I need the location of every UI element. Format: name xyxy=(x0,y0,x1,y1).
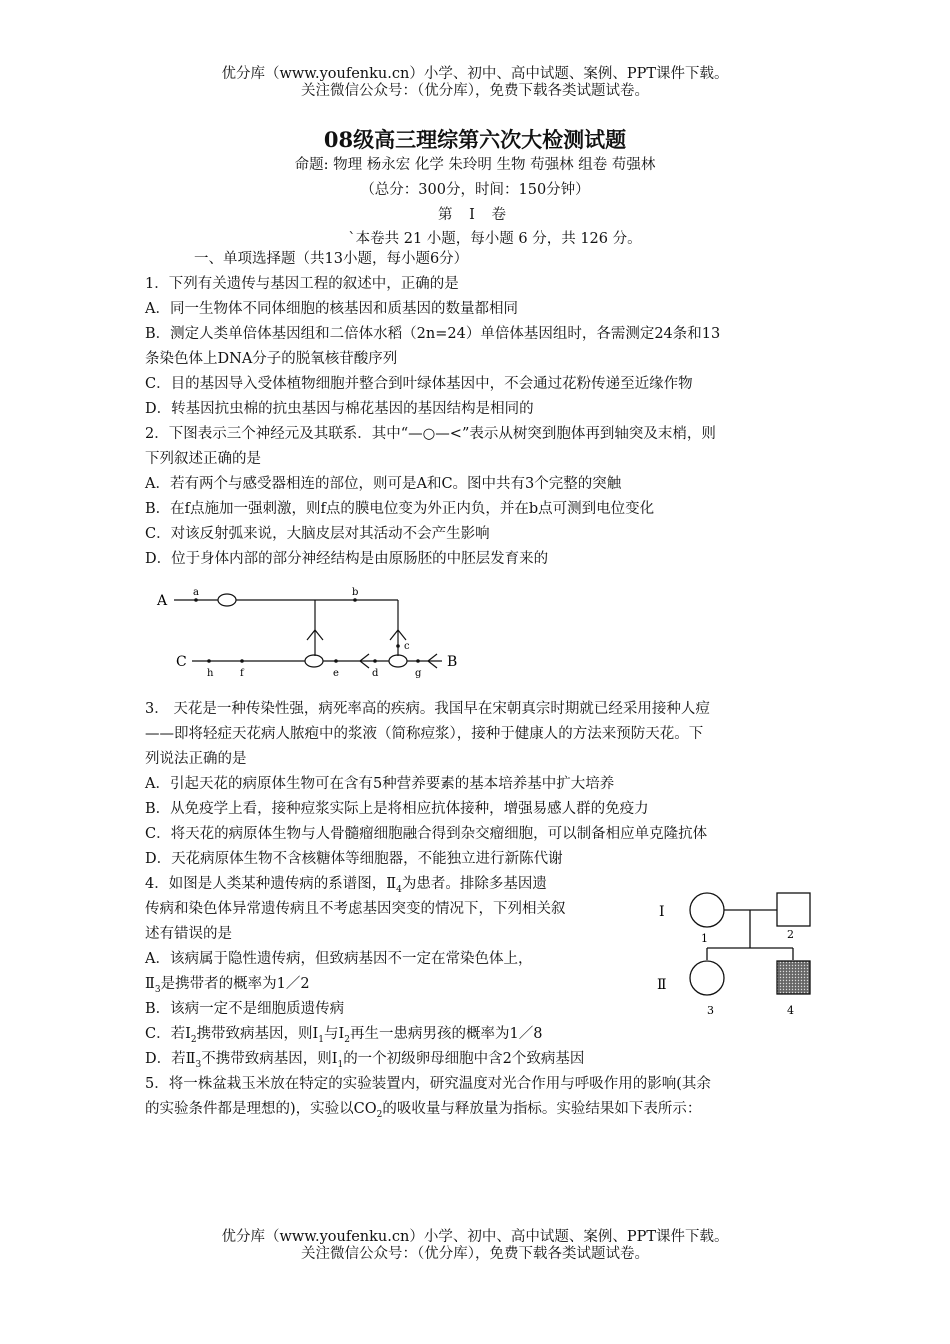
q4-stem-tail: 为患者。排除多基因遗 xyxy=(401,876,547,892)
header-line-1: 优分库（www.youfenku.cn）小学、初中、高中试题、案例、PPT课件下载。 xyxy=(221,66,729,82)
q1-option-b-line2: 条染色体上DNA分子的脱氧核苷酸序列 xyxy=(145,351,398,367)
q4-c-mid1: 携带致病基因，则I xyxy=(196,1026,319,1042)
gen-label-2: Ⅱ xyxy=(657,977,667,993)
page-footer xyxy=(0,1229,950,1263)
q3-option-b: B．从免疫学上看，接种痘浆实际上是将相应抗体接种，增强易感人群的免疫力 xyxy=(145,801,649,817)
label-c: c xyxy=(404,641,410,652)
label-b: b xyxy=(352,587,359,598)
footer-line-1: 优分库（www.youfenku.cn）小学、初中、高中试题、案例、PPT课件下载。 xyxy=(221,1229,729,1245)
q3-stem-line3: 列说法正确的是 xyxy=(145,751,247,767)
q2-stem-line1: 2．下图表示三个神经元及其联系．其中“—○—<”表示从树突到胞体再到轴突及末梢，则 xyxy=(145,426,716,442)
q1-option-b-line1: B．测定人类单倍体基因组和二倍体水稻（2n=24）单倍体基因组时，各需测定24条和13 xyxy=(145,326,721,342)
label-h: h xyxy=(207,668,214,679)
q2-option-d: D．位于身体内部的部分神经结构是由原肠胚的中胚层发育来的 xyxy=(145,551,549,567)
q4-c-pre: C．若I xyxy=(145,1026,191,1042)
q4-d-pre: D．若Ⅱ xyxy=(145,1051,196,1067)
q4-d-sub1: 3 xyxy=(195,1059,202,1070)
q5-stem-line2 xyxy=(145,1097,815,1128)
q3-option-c: C．将天花的病原体生物与人骨髓瘤细胞融合得到杂交瘤细胞，可以制备相应单克隆抗体 xyxy=(145,826,708,842)
q5-stem2-sub: 2 xyxy=(376,1109,383,1120)
q4-stem-line3: 述有错误的是 xyxy=(145,926,232,942)
q1-option-c: C．目的基因导入受体植物细胞并整合到叶绿体基因中，不会通过花粉传递至近缘作物 xyxy=(145,376,693,392)
q4-c-mid2: 与I xyxy=(324,1026,345,1042)
q4-c-sub3: 2 xyxy=(344,1034,350,1045)
q3-option-d: D．天花病原体生物不含核糖体等细胞器，不能独立进行新陈代谢 xyxy=(145,851,563,867)
q3-stem-line2: ——即将轻症天花病人脓疱中的浆液（简称痘浆），接种于健康人的方法来预防天花。下 xyxy=(145,726,704,742)
q5-stem2-pre: 的实验条件都是理想的)，实验以CO xyxy=(145,1101,377,1117)
q2-option-a: A．若有两个与感受器相连的部位，则可是A和C。图中共有3个完整的突触 xyxy=(145,476,622,492)
label-A: A xyxy=(157,593,168,609)
q2-option-c: C．对该反射弧来说，大脑皮层对其活动不会产生影响 xyxy=(145,526,490,542)
q4-d-mid: 不携带致病基因，则I xyxy=(201,1051,338,1067)
q4-stem-sub: 4 xyxy=(396,884,402,895)
q4-a2-tail: 是携带者的概率为1／2 xyxy=(160,976,310,992)
pedigree-female-3 xyxy=(690,961,724,995)
pedigree-affected-male-4 xyxy=(777,961,810,994)
gen-label-1: I xyxy=(659,904,665,920)
q3-option-a: A．引起天花的病原体生物可在含有5种营养要素的基本培养基中扩大培养 xyxy=(145,776,615,792)
q5-stem-line1: 5．将一株盆栽玉米放在特定的实验装置内，研究温度对光合作用与呼吸作用的影响(其余 xyxy=(145,1076,711,1092)
q4-a2-pre: Ⅱ xyxy=(145,976,155,992)
q2-option-b: B．在f点施加一强刺激，则f点的膜电位变为外正内负，并在b点可测到电位变化 xyxy=(145,501,655,517)
label-d: d xyxy=(372,668,379,679)
q1-option-d: D．转基因抗虫棉的抗虫基因与棉花基因的基因结构是相同的 xyxy=(145,401,534,417)
q4-option-b: B．该病一定不是细胞质遗传病 xyxy=(145,1001,345,1017)
q1-option-a: A．同一生物体不同体细胞的核基因和质基因的数量都相同 xyxy=(145,301,518,317)
label-C: C xyxy=(176,654,187,670)
q5-stem2-tail: 的吸收量与释放量为指标。实验结果如下表所示： xyxy=(382,1101,702,1117)
score-line: （总分：300分，时间：150分钟） xyxy=(360,182,590,198)
q4-stem-part: 4．如图是人类某种遗传病的系谱图，Ⅱ xyxy=(145,876,397,892)
q4-c-tail: 再生一患病男孩的概率为1／8 xyxy=(350,1026,543,1042)
volume-info: `本卷共 21 小题，每小题 6 分，共 126 分。 xyxy=(348,231,642,247)
label-g: g xyxy=(415,668,422,679)
individual-4-label: 4 xyxy=(787,1004,794,1017)
section-heading: 一、单项选择题（共13小题，每小题6分） xyxy=(194,251,469,267)
q1-stem: 1．下列有关遗传与基因工程的叙述中，正确的是 xyxy=(145,276,459,292)
individual-1-label: 1 xyxy=(701,932,708,945)
volume-heading: 第 I 卷 xyxy=(438,207,512,223)
q4-option-a-line1: A．该病属于隐性遗传病，但致病基因不一定在常染色体上， xyxy=(145,951,533,967)
footer-line-2: 关注微信公众号：（优分库），免费下载各类试题试卷。 xyxy=(301,1246,649,1262)
label-B: B xyxy=(447,654,458,670)
page-header xyxy=(0,66,950,100)
label-e: e xyxy=(333,668,339,679)
label-f: f xyxy=(240,668,244,679)
pedigree-female-1 xyxy=(690,893,724,927)
q4-a2-sub: 3 xyxy=(154,984,161,995)
neuron-diagram xyxy=(150,583,470,683)
q4-stem-line2: 传病和染色体异常遗传病且不考虑基因突变的情况下，下列相关叙 xyxy=(145,901,566,917)
label-a: a xyxy=(193,587,199,598)
header-line-2: 关注微信公众号：（优分库），免费下载各类试题试卷。 xyxy=(301,83,649,99)
q4-d-sub2: 1 xyxy=(337,1059,344,1070)
q4-d-tail: 的一个初级卵母细胞中含2个致病基因 xyxy=(343,1051,585,1067)
exam-authors: 命题: 物理 杨永宏 化学 朱玲明 生物 苟强林 组卷 苟强林 xyxy=(294,157,656,173)
q4-c-sub1: 2 xyxy=(190,1034,197,1045)
exam-title: 08级高三理综第六次大检测试题 xyxy=(323,127,627,152)
q3-stem-line1: 3． 天花是一种传染性强，病死率高的疾病。我国早在宋朝真宗时期就已经采用接种人痘 xyxy=(145,701,710,717)
individual-3-label: 3 xyxy=(707,1004,714,1017)
pedigree-male-2 xyxy=(777,893,810,926)
individual-2-label: 2 xyxy=(787,928,794,941)
q4-c-sub2: 1 xyxy=(318,1034,325,1045)
q2-stem-line2: 下列叙述正确的是 xyxy=(145,451,261,467)
pedigree-chart xyxy=(650,880,825,1020)
